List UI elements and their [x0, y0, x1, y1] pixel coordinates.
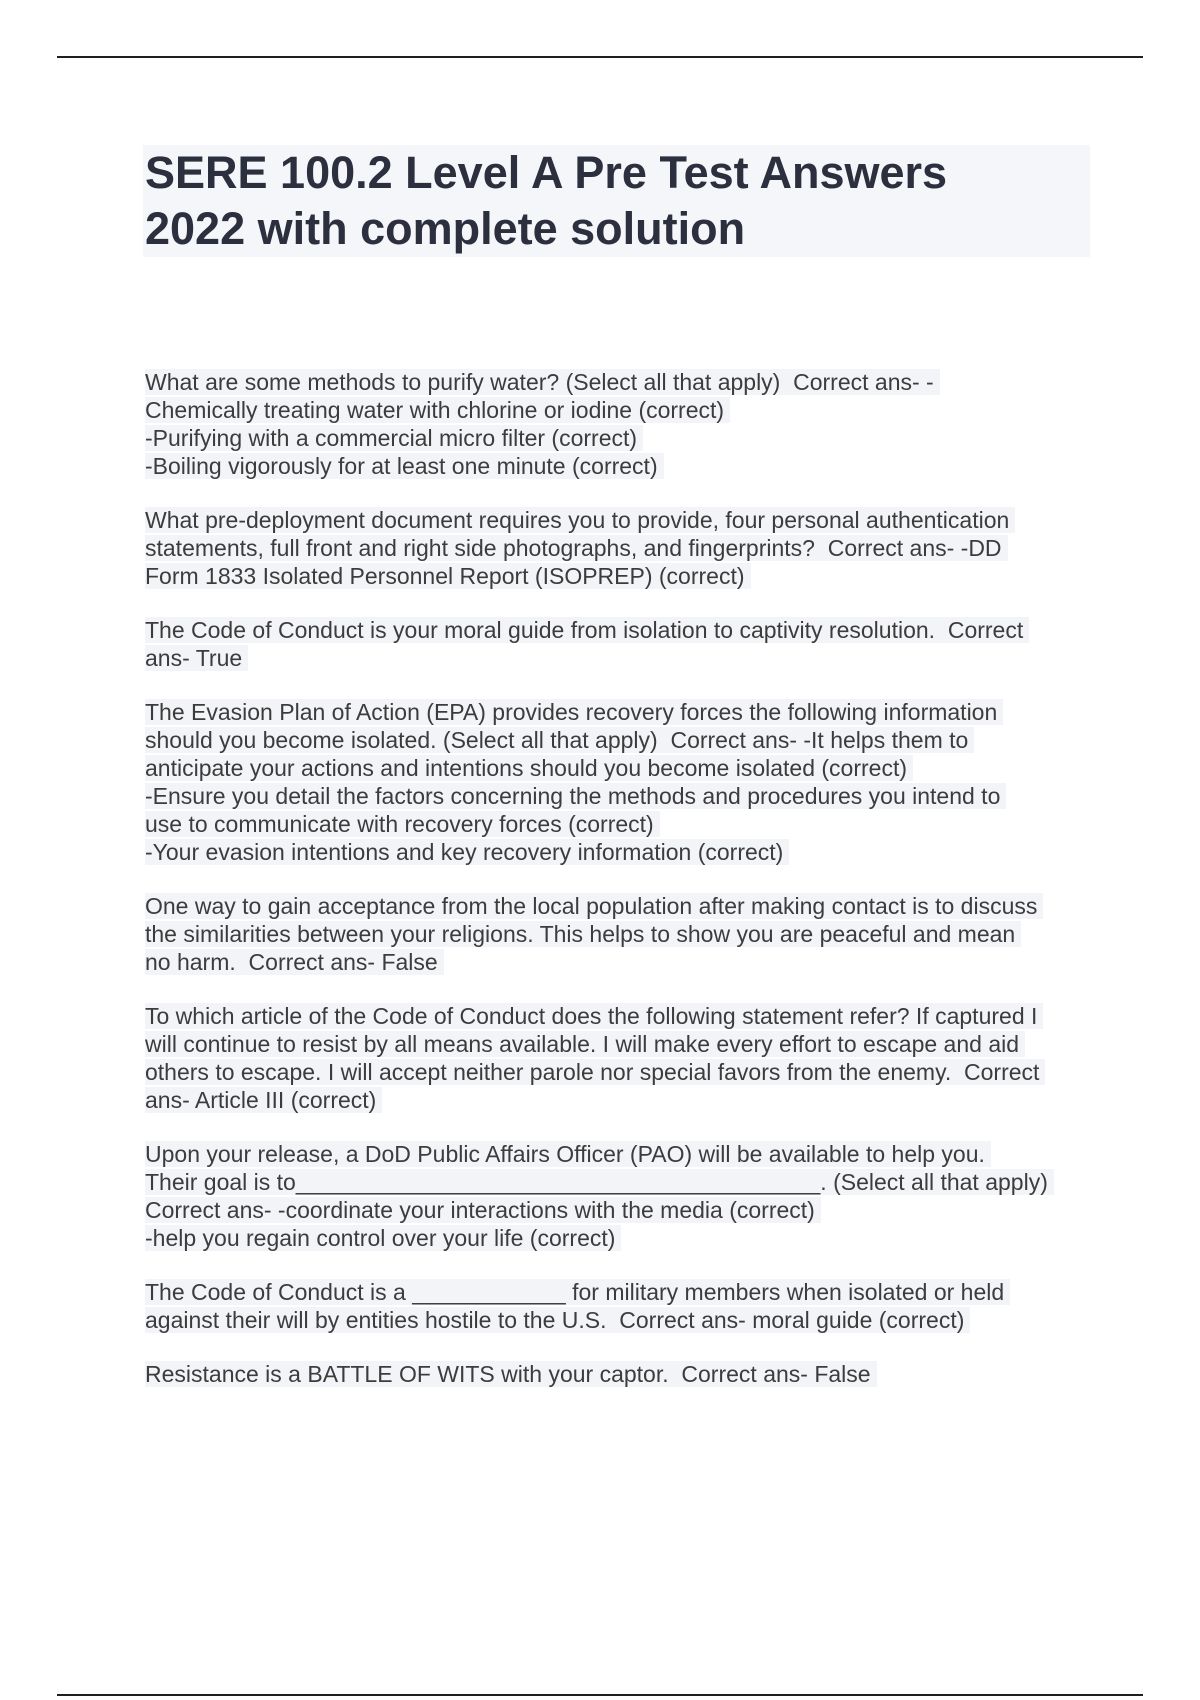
question-line: Their goal is to_________________________________________. (Select all that apply) — [145, 1168, 1095, 1196]
question-item — [145, 892, 1095, 976]
question-item — [145, 1002, 1095, 1114]
page-title — [143, 145, 1090, 257]
answer-line: use to communicate with recovery forces (correct) — [145, 810, 1095, 838]
question-line: The Evasion Plan of Action (EPA) provides recovery forces the following information — [145, 698, 1095, 726]
answer-line: -Ensure you detail the factors concerning the methods and procedures you intend to — [145, 782, 1095, 810]
question-item — [145, 616, 1095, 672]
top-divider — [57, 56, 1143, 58]
question-line: The Code of Conduct is a ____________ for military members when isolated or held — [145, 1278, 1095, 1306]
question-line: The Code of Conduct is your moral guide from isolation to captivity resolution. Correct — [145, 616, 1095, 644]
question-line: To which article of the Code of Conduct does the following statement refer? If captured I — [145, 1002, 1095, 1030]
answer-line: -help you regain control over your life (correct) — [145, 1224, 1095, 1252]
answer-line: no harm. Correct ans- False — [145, 948, 1095, 976]
answer-line: -Purifying with a commercial micro filter (correct) — [145, 424, 1095, 452]
question-list — [145, 368, 1095, 1414]
question-item — [145, 698, 1095, 866]
title-block — [143, 145, 1090, 257]
question-line: the similarities between your religions. This helps to show you are peaceful and mean — [145, 920, 1095, 948]
answer-line: -Your evasion intentions and key recovery information (correct) — [145, 838, 1095, 866]
answer-line: -Boiling vigorously for at least one minute (correct) — [145, 452, 1095, 480]
title-line: SERE 100.2 Level A Pre Test Answers — [145, 147, 948, 198]
answer-line: anticipate your actions and intentions should you become isolated (correct) — [145, 754, 1095, 782]
question-line: others to escape. I will accept neither parole nor special favors from the enemy. Correct — [145, 1058, 1095, 1086]
answer-line: ans- Article III (correct) — [145, 1086, 1095, 1114]
question-line: One way to gain acceptance from the local population after making contact is to discuss — [145, 892, 1095, 920]
answer-line: Correct ans- -coordinate your interactions with the media (correct) — [145, 1196, 1095, 1224]
answer-line: Form 1833 Isolated Personnel Report (ISOPREP) (correct) — [145, 562, 1095, 590]
answer-line: against their will by entities hostile to the U.S. Correct ans- moral guide (correct) — [145, 1306, 1095, 1334]
question-line: Resistance is a BATTLE OF WITS with your captor. Correct ans- False — [145, 1360, 1095, 1388]
question-line: will continue to resist by all means available. I will make every effort to escape and aid — [145, 1030, 1095, 1058]
answer-line: Chemically treating water with chlorine or iodine (correct) — [145, 396, 1095, 424]
question-line: should you become isolated. (Select all that apply) Correct ans- -It helps them to — [145, 726, 1095, 754]
answer-line: ans- True — [145, 644, 1095, 672]
question-item — [145, 506, 1095, 590]
question-item — [145, 368, 1095, 480]
bottom-divider — [57, 1694, 1143, 1696]
question-item — [145, 1140, 1095, 1252]
title-line: 2022 with complete solution — [145, 203, 746, 254]
question-line: Upon your release, a DoD Public Affairs Officer (PAO) will be available to help you. — [145, 1140, 1095, 1168]
question-item — [145, 1360, 1095, 1388]
question-line: statements, full front and right side photographs, and fingerprints? Correct ans- -DD — [145, 534, 1095, 562]
question-line: What pre-deployment document requires you to provide, four personal authentication — [145, 506, 1095, 534]
question-item — [145, 1278, 1095, 1334]
question-line: What are some methods to purify water? (Select all that apply) Correct ans- - — [145, 368, 1095, 396]
